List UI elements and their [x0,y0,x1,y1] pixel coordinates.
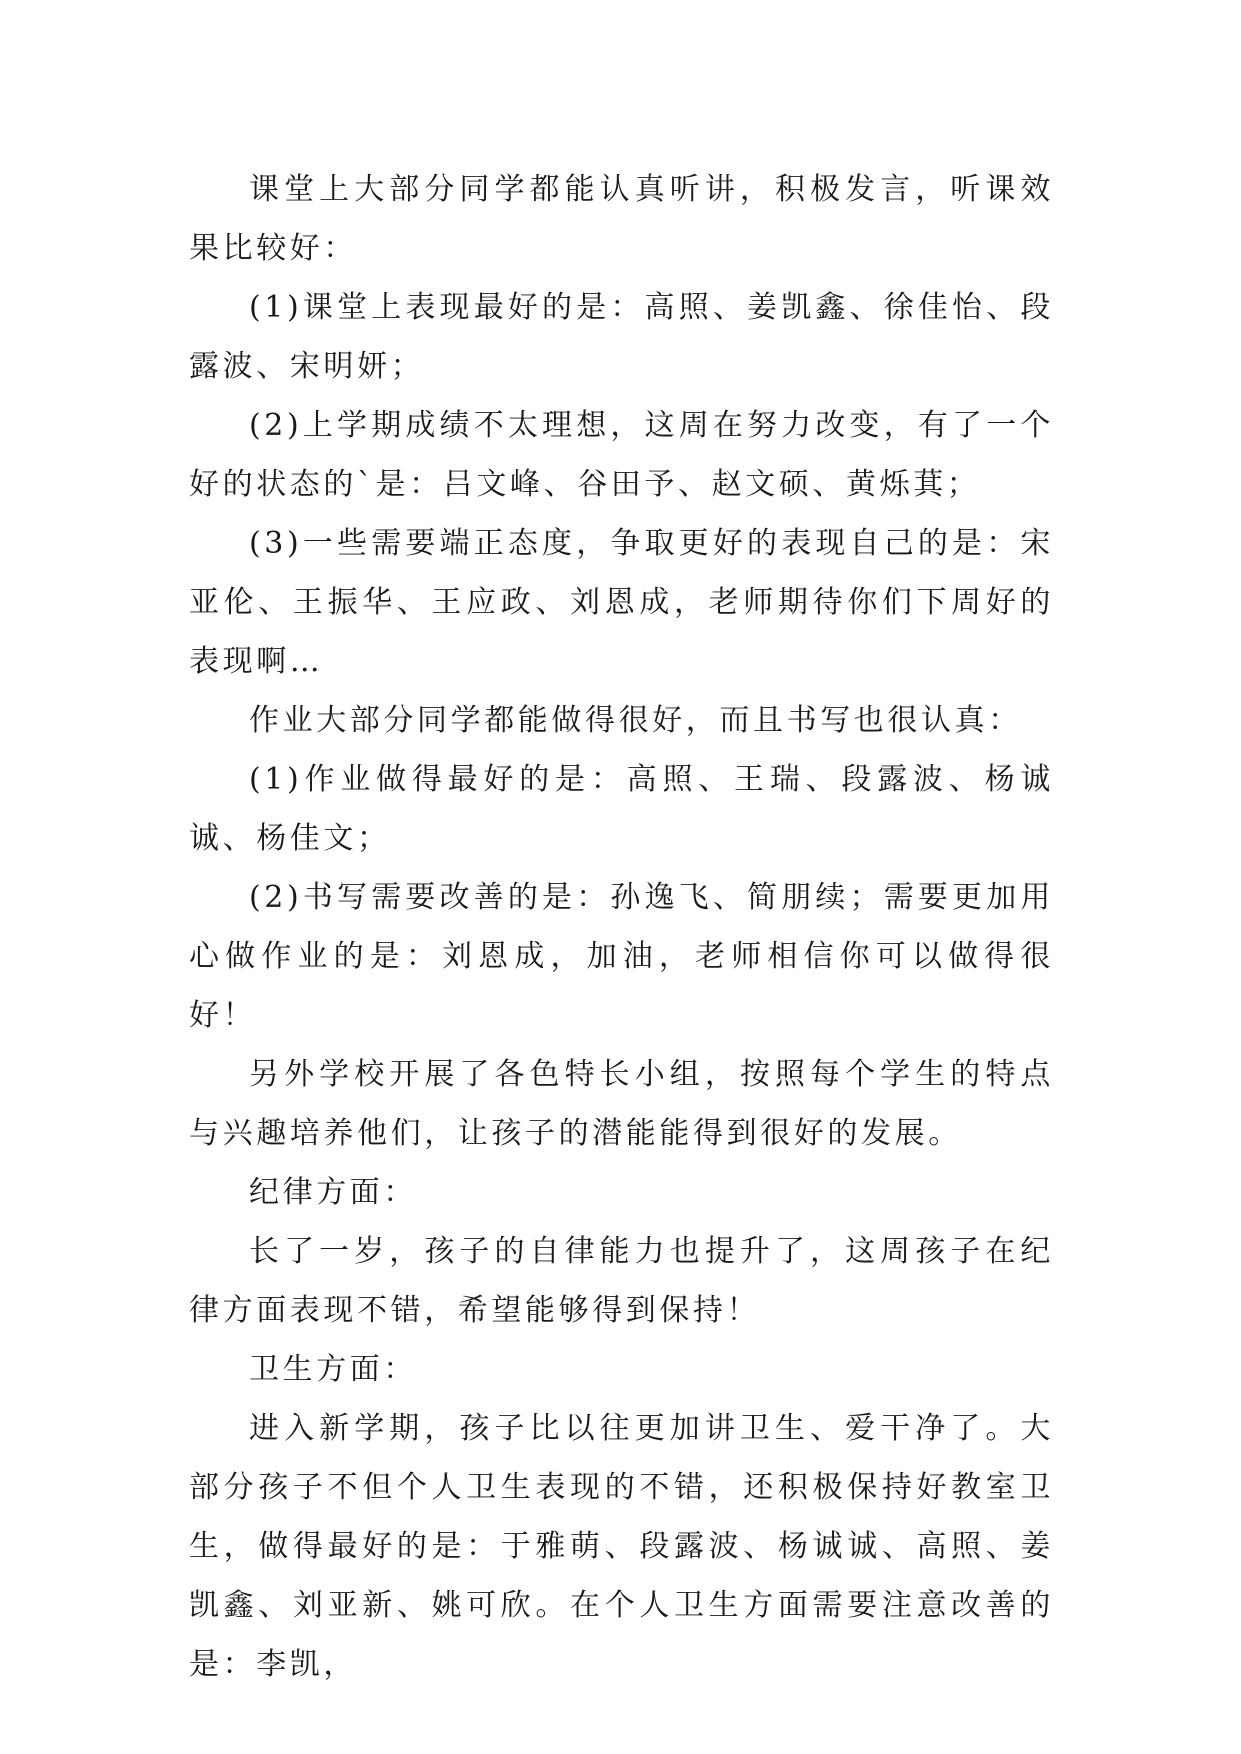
paragraph-hygiene: 进入新学期，孩子比以往更加讲卫生、爱干净了。大部分孩子不但个人卫生表现的不错，还积极保持好教室卫生，做得最好的是：于雅萌、段露波、杨诚诚、高照、姜凯鑫、刘亚新、姚可欣。在个人卫生方面需要注意改善的是：李凯， [189,1411,1054,1682]
document-body [189,160,1054,1694]
paragraph-class-listening: 课堂上大部分同学都能认真听讲，积极发言，听课效果比较好： [189,172,1054,266]
heading-discipline: 纪律方面： [249,1175,417,1210]
paragraph-discipline: 长了一岁，孩子的自律能力也提升了，这周孩子在纪律方面表现不错，希望能够得到保持！ [189,1234,1054,1328]
paragraph-homework-improve: (2)书写需要改善的是：孙逸飞、简朋续；需要更加用心做作业的是：刘恩成，加油，老师相信你可以做得很好！ [189,880,1054,1033]
paragraph-specialty-groups: 另外学校开展了各色特长小组，按照每个学生的特点与兴趣培养他们，让孩子的潜能能得到很好的发展。 [189,1057,1054,1151]
paragraph-class-improving: (2)上学期成绩不太理想，这周在努力改变，有了一个好的状态的`是：吕文峰、谷田予、赵文硕、黄烁萁； [189,408,1054,502]
paragraph-homework-best: (1)作业做得最好的是：高照、王瑞、段露波、杨诚诚、杨佳文； [189,762,1054,856]
paragraph-class-attitude: (3)一些需要端正态度，争取更好的表现自己的是：宋亚伦、王振华、王应政、刘恩成，老师期待你们下周好的表现啊… [189,526,1054,679]
paragraph-class-best: (1)课堂上表现最好的是：高照、姜凯鑫、徐佳怡、段露波、宋明妍； [189,290,1054,384]
heading-hygiene: 卫生方面： [249,1352,417,1387]
paragraph-homework-intro: 作业大部分同学都能做得很好，而且书写也很认真： [249,703,1022,738]
